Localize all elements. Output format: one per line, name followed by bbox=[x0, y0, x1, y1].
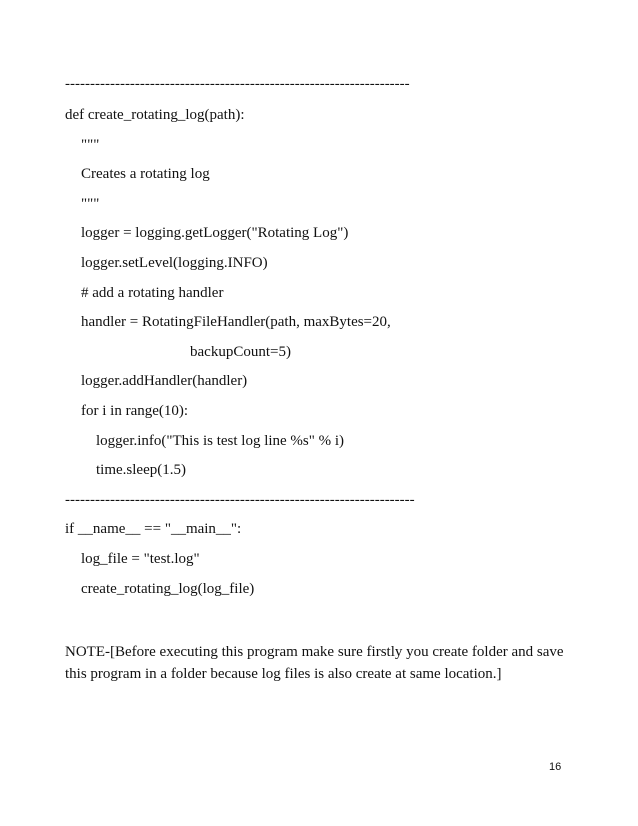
code-line: if __name__ == "__main__": bbox=[65, 521, 242, 537]
code-line: backupCount=5) bbox=[190, 344, 291, 360]
code-line: Creates a rotating log bbox=[81, 166, 210, 182]
code-line: def create_rotating_log(path): bbox=[65, 107, 245, 123]
code-line: # add a rotating handler bbox=[81, 285, 224, 301]
note-paragraph: NOTE-[Before executing this program make sure firstly you create folder and save this program in a folder because log files is also create at same location.] bbox=[65, 644, 564, 682]
code-line: logger.setLevel(logging.INFO) bbox=[81, 255, 268, 271]
code-line: logger.addHandler(handler) bbox=[81, 373, 248, 389]
code-line: """ bbox=[81, 196, 100, 212]
code-line: create_rotating_log(log_file) bbox=[81, 581, 255, 597]
code-line: time.sleep(1.5) bbox=[96, 462, 186, 478]
separator-top: --------------------------------------------------------------------- bbox=[65, 76, 410, 92]
code-line: """ bbox=[81, 137, 100, 153]
code-line: for i in range(10): bbox=[81, 403, 189, 419]
code-line: log_file = "test.log" bbox=[81, 551, 200, 567]
page-number: 16 bbox=[549, 761, 562, 773]
code-line: logger.info("This is test log line %s" % i) bbox=[96, 433, 345, 449]
separator-mid: ---------------------------------------------------------------------- bbox=[65, 492, 415, 508]
code-line: handler = RotatingFileHandler(path, maxBytes=20, bbox=[81, 314, 391, 330]
code-line: logger = logging.getLogger("Rotating Log") bbox=[81, 225, 349, 241]
